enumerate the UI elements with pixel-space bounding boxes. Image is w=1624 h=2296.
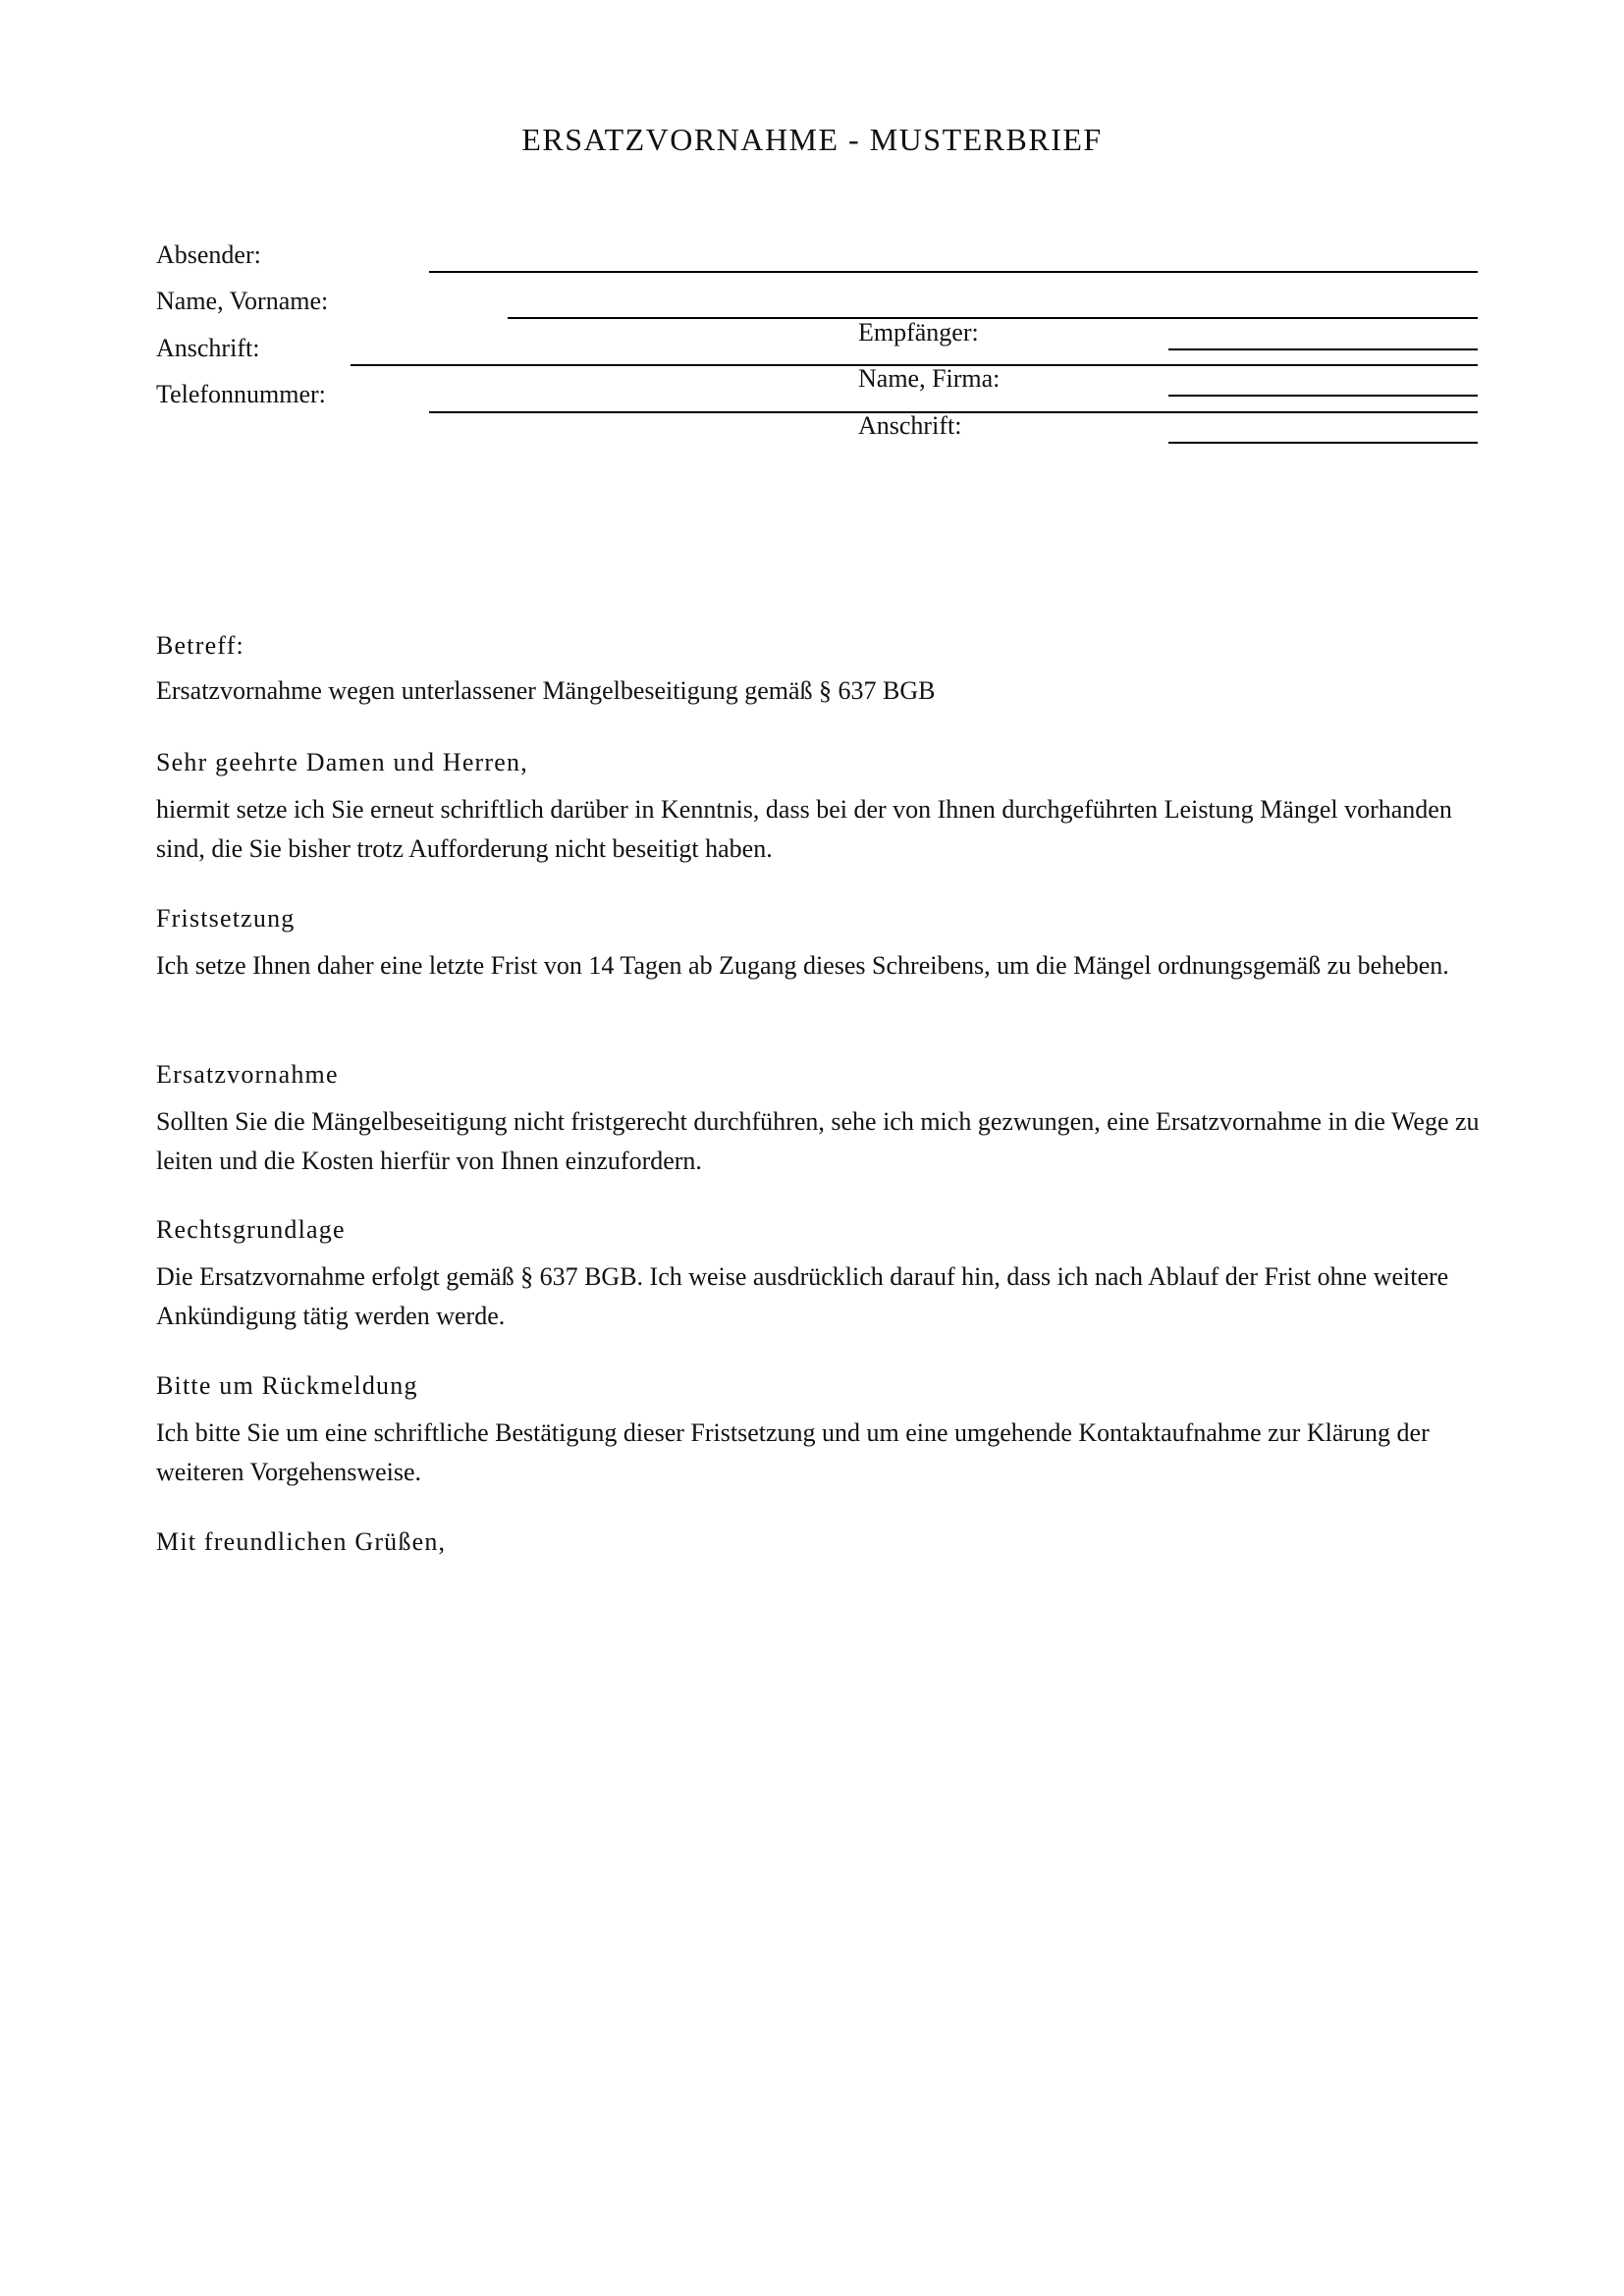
closing: Mit freundlichen Grüßen, [156, 1527, 447, 1556]
section-heading: Bitte um Rückmeldung [156, 1371, 418, 1400]
section-heading: Fristsetzung [156, 904, 296, 933]
recipient-address-label: Anschrift: [858, 411, 962, 440]
section-paragraph: Sollten Sie die Mängelbeseitigung nicht fristgerecht durchführen, sehe ich mich gezwungen, eine Ersatzvornahme in die Wege zu leiten und die Kosten hierfür von Ihnen einzufordern. [156, 1107, 1480, 1175]
subject-label: Betreff: [156, 631, 244, 660]
recipient-heading: Empfänger: [858, 318, 979, 347]
recipient-name-label: Name, Firma: [858, 364, 1001, 393]
section-heading: Ersatzvornahme [156, 1060, 339, 1089]
intro-paragraph: hiermit setze ich Sie erneut schriftlich darüber in Kenntnis, dass bei der von Ihnen durchgeführten Leistung Mängel vorhanden sind, die Sie bisher trotz Aufforderung nicht beseitigt haben. [156, 795, 1452, 863]
section-heading: Rechtsgrundlage [156, 1215, 346, 1244]
section-paragraph: Die Ersatzvornahme erfolgt gemäß § 637 BGB. Ich weise ausdrücklich darauf hin, dass ich nach Ablauf der Frist ohne weitere Ankündigung tätig werden werde. [156, 1262, 1449, 1330]
recipient-line [1168, 348, 1478, 350]
sender-phone-label: Telefonnummer: [156, 380, 326, 408]
section-paragraph: Ich bitte Sie um eine schriftliche Bestätigung dieser Fristsetzung und um eine umgehende Kontaktaufnahme zur Klärung der weiteren Vorgehensweise. [156, 1418, 1430, 1486]
sender-name-label: Name, Vorname: [156, 287, 329, 315]
sender-line [429, 271, 1478, 273]
section-paragraph: Ich setze Ihnen daher eine letzte Frist von 14 Tagen ab Zugang dieses Schreibens, um die Mängel ordnungsgemäß zu beheben. [156, 951, 1449, 980]
sender-address-label: Anschrift: [156, 334, 260, 362]
recipient-name-line [1168, 395, 1478, 397]
salutation: Sehr geehrte Damen und Herren, [156, 748, 528, 776]
subject-text: Ersatzvornahme wegen unterlassener Mängelbeseitigung gemäß § 637 BGB [156, 676, 936, 705]
sender-heading: Absender: [156, 240, 261, 269]
recipient-address-line [1168, 442, 1478, 444]
sender-name-line [508, 317, 1478, 319]
page-title: ERSATZVORNAHME - MUSTERBRIEF [521, 122, 1103, 157]
